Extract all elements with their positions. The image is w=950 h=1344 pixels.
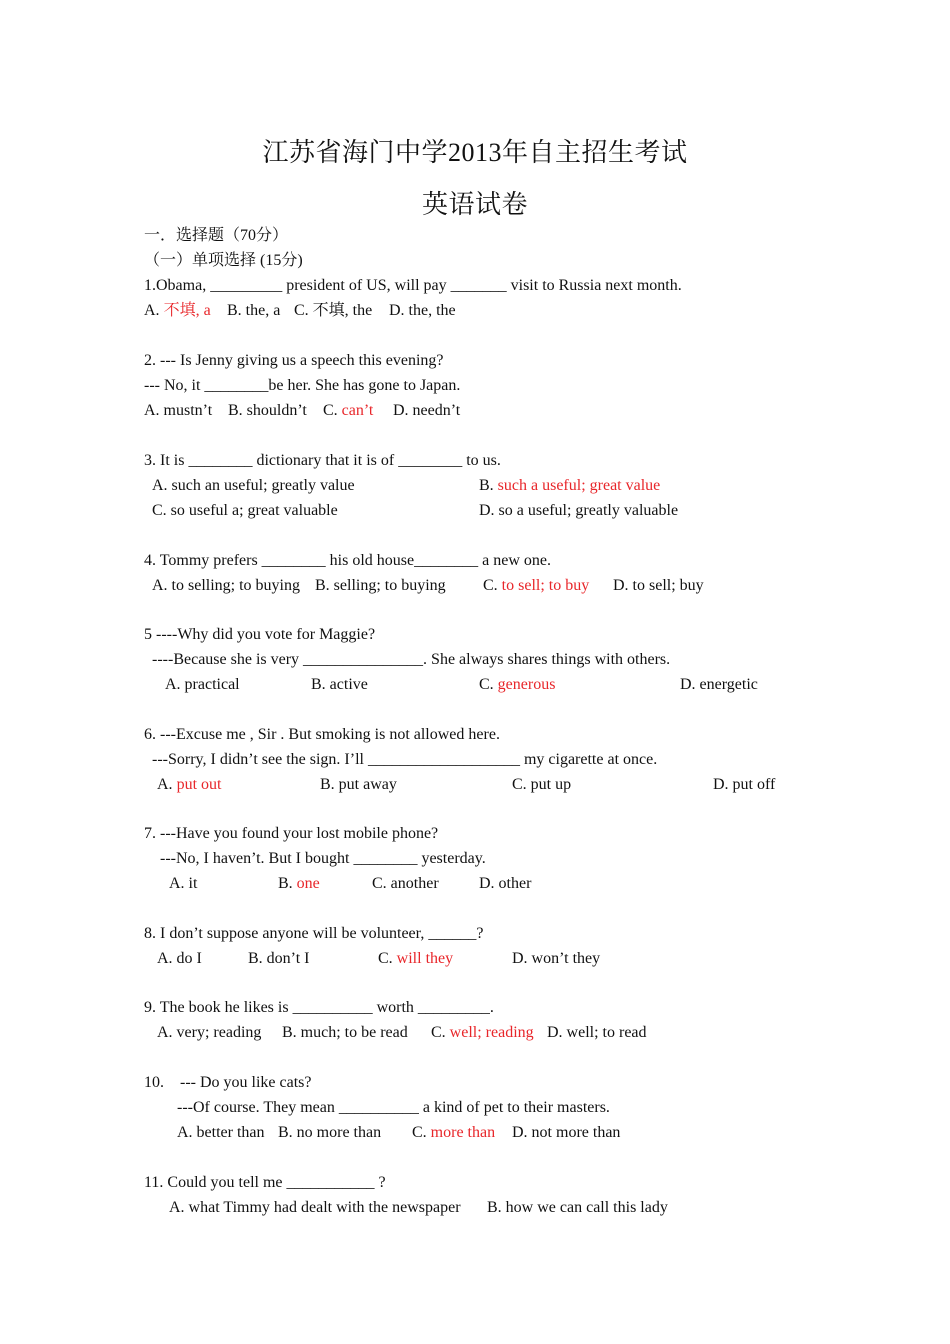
question-3-option-a: A. such an useful; greatly value (152, 477, 355, 494)
question-8-stem: 8. I don’t suppose anyone will be volunteer, ______? (144, 925, 484, 942)
question-5-option-c (479, 675, 555, 695)
section-heading: 一．选择题（70分） (144, 227, 289, 244)
question-7-option-c: C. another (372, 875, 439, 892)
question-1-option-d: D. the, the (389, 302, 456, 319)
question-6-line-1: 6. ---Excuse me , Sir . But smoking is not allowed here. (144, 726, 500, 743)
question-3-option-b (479, 476, 660, 496)
page-subtitle: 英语试卷 (421, 190, 528, 219)
answer-text: more than (430, 1124, 496, 1141)
answer-text: can’t (341, 402, 374, 419)
question-3-option-d: D. so a useful; greatly valuable (479, 502, 679, 519)
answer-text: well; reading (449, 1024, 534, 1041)
option-label: A. (157, 776, 177, 793)
question-10-line-1: 10. --- Do you like cats? (144, 1074, 312, 1091)
question-2-option-c (323, 401, 373, 421)
question-8-option-b: B. don’t I (248, 950, 310, 967)
question-1-stem: 1.Obama, _________ president of US, will pay _______ visit to Russia next month. (144, 277, 682, 294)
question-2-line-1: 2. --- Is Jenny giving us a speech this evening? (144, 352, 444, 369)
question-1-option-c: C. 不填, the (294, 302, 373, 319)
section-subheading: （一）单项选择 (15分) (144, 252, 303, 269)
question-7-line-1: 7. ---Have you found your lost mobile phone? (144, 825, 439, 842)
question-11-stem: 11. Could you tell me ___________ ? (144, 1174, 386, 1191)
option-label: C. (378, 950, 397, 967)
question-3-stem: 3. It is ________ dictionary that it is of ________ to us. (144, 452, 501, 469)
question-2-option-b: B. shouldn’t (228, 402, 307, 419)
question-6-line-2: ---Sorry, I didn’t see the sign. I’ll ___________________ my cigarette at once. (152, 751, 658, 768)
question-3-option-c: C. so useful a; great valuable (152, 502, 338, 519)
question-7-option-b (278, 874, 320, 894)
question-7-option-a: A. it (169, 875, 198, 892)
answer-text: one (296, 875, 320, 892)
page-title: 江苏省海门中学2013年自主招生考试 (262, 138, 688, 167)
question-2-option-d: D. needn’t (393, 402, 461, 419)
question-2-line-2: --- No, it ________be her. She has gone to Japan. (144, 377, 461, 394)
question-10-option-b: B. no more than (278, 1124, 382, 1141)
question-1-option-a (144, 301, 211, 321)
question-4-option-d: D. to sell; buy (613, 577, 704, 594)
answer-text: to sell; to buy (501, 577, 590, 594)
option-label: B. (479, 477, 498, 494)
question-2-option-a: A. mustn’t (144, 402, 213, 419)
answer-text: such a useful; great value (497, 477, 661, 494)
option-label: B. (278, 875, 297, 892)
question-4-stem: 4. Tommy prefers ________ his old house________ a new one. (144, 552, 551, 569)
question-11-option-b: B. how we can call this lady (487, 1199, 668, 1216)
option-label: A. (144, 302, 164, 319)
option-label: C. (479, 676, 498, 693)
question-10-line-2: ---Of course. They mean __________ a kind of pet to their masters. (177, 1099, 610, 1116)
question-5-line-1: 5 ----Why did you vote for Maggie? (144, 626, 376, 643)
answer-text: will they (396, 950, 454, 967)
answer-text: put out (176, 776, 222, 793)
question-5-line-2: ----Because she is very _______________. She always shares things with others. (152, 651, 671, 668)
question-8-option-d: D. won’t they (512, 950, 601, 967)
question-10-option-a: A. better than (177, 1124, 265, 1141)
question-9-option-c (431, 1023, 534, 1043)
question-4-option-a: A. to selling; to buying (152, 577, 300, 594)
question-9-stem: 9. The book he likes is __________ worth _________. (144, 999, 494, 1016)
option-label: C. (431, 1024, 450, 1041)
answer-text: 不填, a (163, 302, 211, 319)
question-6-option-d: D. put off (713, 776, 776, 793)
option-label: C. (412, 1124, 431, 1141)
question-8-option-c (378, 949, 453, 969)
question-8-option-a: A. do I (157, 950, 202, 967)
question-5-option-a: A. practical (165, 676, 240, 693)
question-9-option-a: A. very; reading (157, 1024, 262, 1041)
question-6-option-b: B. put away (320, 776, 397, 793)
question-6-option-c: C. put up (512, 776, 572, 793)
answer-text: generous (497, 676, 556, 693)
question-5-option-b: B. active (311, 676, 368, 693)
question-1-option-b: B. the, a (227, 302, 281, 319)
question-5-option-d: D. energetic (680, 676, 758, 693)
question-11-option-a: A. what Timmy had dealt with the newspaper (169, 1199, 461, 1216)
question-9-option-d: D. well; to read (547, 1024, 647, 1041)
question-7-line-2: ---No, I haven’t. But I bought ________ yesterday. (160, 850, 486, 867)
question-10-option-d: D. not more than (512, 1124, 621, 1141)
question-9-option-b: B. much; to be read (282, 1024, 408, 1041)
question-10-option-c (412, 1123, 495, 1143)
question-4-option-c (483, 576, 589, 596)
option-label: C. (483, 577, 502, 594)
question-7-option-d: D. other (479, 875, 532, 892)
option-label: C. (323, 402, 342, 419)
question-6-option-a (157, 775, 221, 795)
question-4-option-b: B. selling; to buying (315, 577, 446, 594)
